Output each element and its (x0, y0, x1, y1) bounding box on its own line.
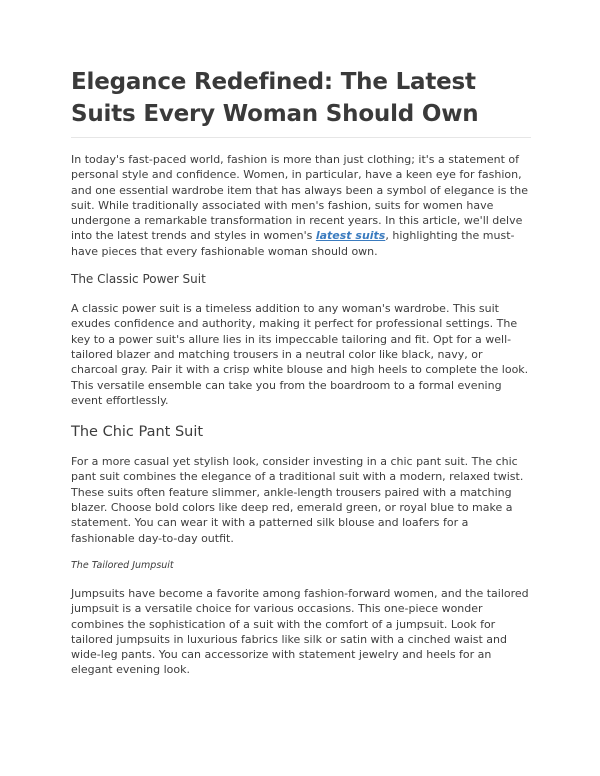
section-heading-tailored-jumpsuit: The Tailored Jumpsuit (71, 559, 174, 571)
intro-text-start: In today's fast-paced world, fashion is more than just clothing; it's a statement of personal style and confidence. Women, in particular, have a keen eye for fashion, and one essential wardrobe item that has always been a symbol of elegance is the suit. While traditionally associated with men's fashion, suits for women have undergone a remarkable transformation in recent years. In this article, we'll delve into the latest trends and styles in women's (71, 153, 528, 243)
latest-suits-link[interactable]: latest suits (315, 229, 386, 243)
title-divider (71, 137, 531, 138)
section-heading-chic-pant-suit: The Chic Pant Suit (71, 424, 204, 441)
section-body-classic-power-suit: A classic power suit is a timeless addition to any woman's wardrobe. This suit exudes confidence and authority, making it perfect for professional settings. The key to a power suit's allure lies in its impeccable tailoring and fit. Opt for a well-tailored blazer and matching trousers in a neutral color like black, navy, or charcoal gray. Pair it with a crisp white blouse and high heels to complete the look. This versatile ensemble can take you from the boardroom to a formal evening event effortlessly. (71, 302, 529, 407)
intro-paragraph (71, 152, 531, 259)
section-body-tailored-jumpsuit: Jumpsuits have become a favorite among fashion-forward women, and the tailored jumpsuit is a versatile choice for various occasions. This one-piece wonder combines the sophistication of a suit with the comfort of a jumpsuit. Look for tailored jumpsuits in luxurious fabrics like silk or satin with a cinched waist and wide-leg pants. You can accessorize with statement jewelry and heels for an elegant evening look. (71, 586, 529, 677)
article (71, 66, 531, 678)
intro-text-end: , highlighting the must-have pieces that every fashionable woman should own. (71, 229, 515, 258)
section-heading-classic-power-suit: The Classic Power Suit (71, 272, 206, 287)
article-title: Elegance Redefined: The Latest Suits Every Woman Should Own (71, 69, 479, 127)
section-body-chic-pant-suit: For a more casual yet stylish look, consider investing in a chic pant suit. The chic pant suit combines the elegance of a traditional suit with a modern, relaxed twist. These suits often feature slimmer, ankle-length trousers paired with a matching blazer. Choose bold colors like deep red, emerald green, or royal blue to make a statement. You can wear it with a patterned silk blouse and loafers for a fashionable day-to-day outfit. (71, 455, 524, 545)
